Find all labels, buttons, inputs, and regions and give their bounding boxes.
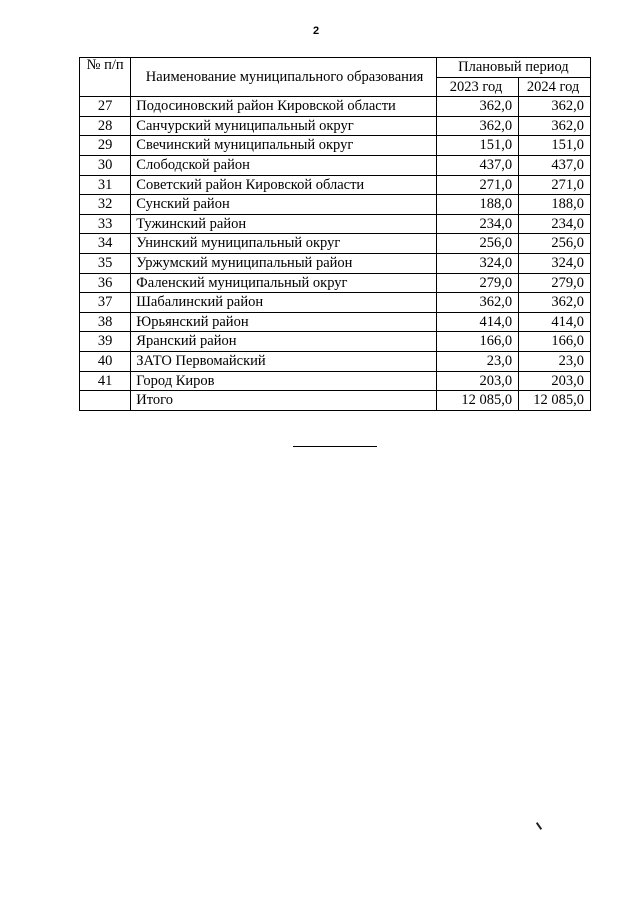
cell-2023: 234,0 xyxy=(436,214,518,234)
table-row xyxy=(80,136,591,156)
table-row xyxy=(80,195,591,215)
cell-2023: 271,0 xyxy=(436,175,518,195)
cell-name: Уржумский муниципальный район xyxy=(131,253,437,273)
cell-name: Яранский район xyxy=(131,332,437,352)
cell-num: 41 xyxy=(80,371,131,391)
header-period: Плановый период xyxy=(436,58,590,78)
cell-name: Шабалинский район xyxy=(131,293,437,313)
cell-2024: 362,0 xyxy=(519,97,591,117)
cell-name: Город Киров xyxy=(131,371,437,391)
scan-mark xyxy=(536,822,542,830)
cell-2024: 166,0 xyxy=(519,332,591,352)
cell-name: Подосиновский район Кировской области xyxy=(131,97,437,117)
header-year-2024: 2024 год xyxy=(519,77,591,97)
table-row xyxy=(80,371,591,391)
cell-name: Слободской район xyxy=(131,155,437,175)
cell-name: Санчурский муниципальный округ xyxy=(131,116,437,136)
cell-num: 33 xyxy=(80,214,131,234)
table-row xyxy=(80,273,591,293)
cell-2024: 414,0 xyxy=(519,312,591,332)
cell-num: 40 xyxy=(80,351,131,371)
total-row xyxy=(80,391,591,411)
table-row xyxy=(80,312,591,332)
cell-num: 38 xyxy=(80,312,131,332)
cell-num: 32 xyxy=(80,195,131,215)
cell-num xyxy=(80,391,131,411)
cell-num: 39 xyxy=(80,332,131,352)
cell-name: Унинский муниципальный округ xyxy=(131,234,437,254)
cell-2023: 188,0 xyxy=(436,195,518,215)
table-row xyxy=(80,351,591,371)
cell-2023: 166,0 xyxy=(436,332,518,352)
cell-num: 31 xyxy=(80,175,131,195)
table-row xyxy=(80,332,591,352)
cell-2023: 362,0 xyxy=(436,97,518,117)
cell-num: 36 xyxy=(80,273,131,293)
cell-2024: 256,0 xyxy=(519,234,591,254)
cell-name: Советский район Кировской области xyxy=(131,175,437,195)
cell-2024: 362,0 xyxy=(519,116,591,136)
cell-name: ЗАТО Первомайский xyxy=(131,351,437,371)
table-row xyxy=(80,253,591,273)
cell-2024: 362,0 xyxy=(519,293,591,313)
cell-2024: 151,0 xyxy=(519,136,591,156)
header-num: № п/п xyxy=(80,58,131,97)
table-row xyxy=(80,214,591,234)
header-year-2023: 2023 год xyxy=(436,77,518,97)
cell-2023: 414,0 xyxy=(436,312,518,332)
cell-2023: 23,0 xyxy=(436,351,518,371)
cell-num: 35 xyxy=(80,253,131,273)
cell-2023: 437,0 xyxy=(436,155,518,175)
table-row xyxy=(80,97,591,117)
cell-2023: 203,0 xyxy=(436,371,518,391)
end-divider xyxy=(293,446,377,447)
cell-2024: 12 085,0 xyxy=(519,391,591,411)
cell-2024: 279,0 xyxy=(519,273,591,293)
table-row xyxy=(80,293,591,313)
header-name: Наименование муниципального образования xyxy=(131,58,437,97)
table-body xyxy=(80,97,591,411)
cell-2023: 279,0 xyxy=(436,273,518,293)
cell-name: Свечинский муниципальный округ xyxy=(131,136,437,156)
cell-name: Тужинский район xyxy=(131,214,437,234)
cell-num: 28 xyxy=(80,116,131,136)
table-row xyxy=(80,116,591,136)
table-row xyxy=(80,155,591,175)
cell-name: Юрьянский район xyxy=(131,312,437,332)
cell-num: 27 xyxy=(80,97,131,117)
cell-2024: 203,0 xyxy=(519,371,591,391)
cell-2023: 362,0 xyxy=(436,116,518,136)
cell-num: 29 xyxy=(80,136,131,156)
cell-2023: 256,0 xyxy=(436,234,518,254)
cell-num: 30 xyxy=(80,155,131,175)
cell-2024: 188,0 xyxy=(519,195,591,215)
cell-name: Фаленский муниципальный округ xyxy=(131,273,437,293)
cell-2024: 324,0 xyxy=(519,253,591,273)
page-number: 2 xyxy=(312,25,320,37)
table-row xyxy=(80,175,591,195)
cell-2024: 234,0 xyxy=(519,214,591,234)
cell-2023: 151,0 xyxy=(436,136,518,156)
cell-2023: 12 085,0 xyxy=(436,391,518,411)
table-header-row xyxy=(80,58,591,78)
cell-2024: 271,0 xyxy=(519,175,591,195)
allocation-table xyxy=(79,57,591,411)
cell-2024: 23,0 xyxy=(519,351,591,371)
cell-2023: 324,0 xyxy=(436,253,518,273)
cell-2024: 437,0 xyxy=(519,155,591,175)
cell-2023: 362,0 xyxy=(436,293,518,313)
table-row xyxy=(80,234,591,254)
cell-num: 34 xyxy=(80,234,131,254)
cell-name: Итого xyxy=(131,391,437,411)
cell-num: 37 xyxy=(80,293,131,313)
cell-name: Сунский район xyxy=(131,195,437,215)
